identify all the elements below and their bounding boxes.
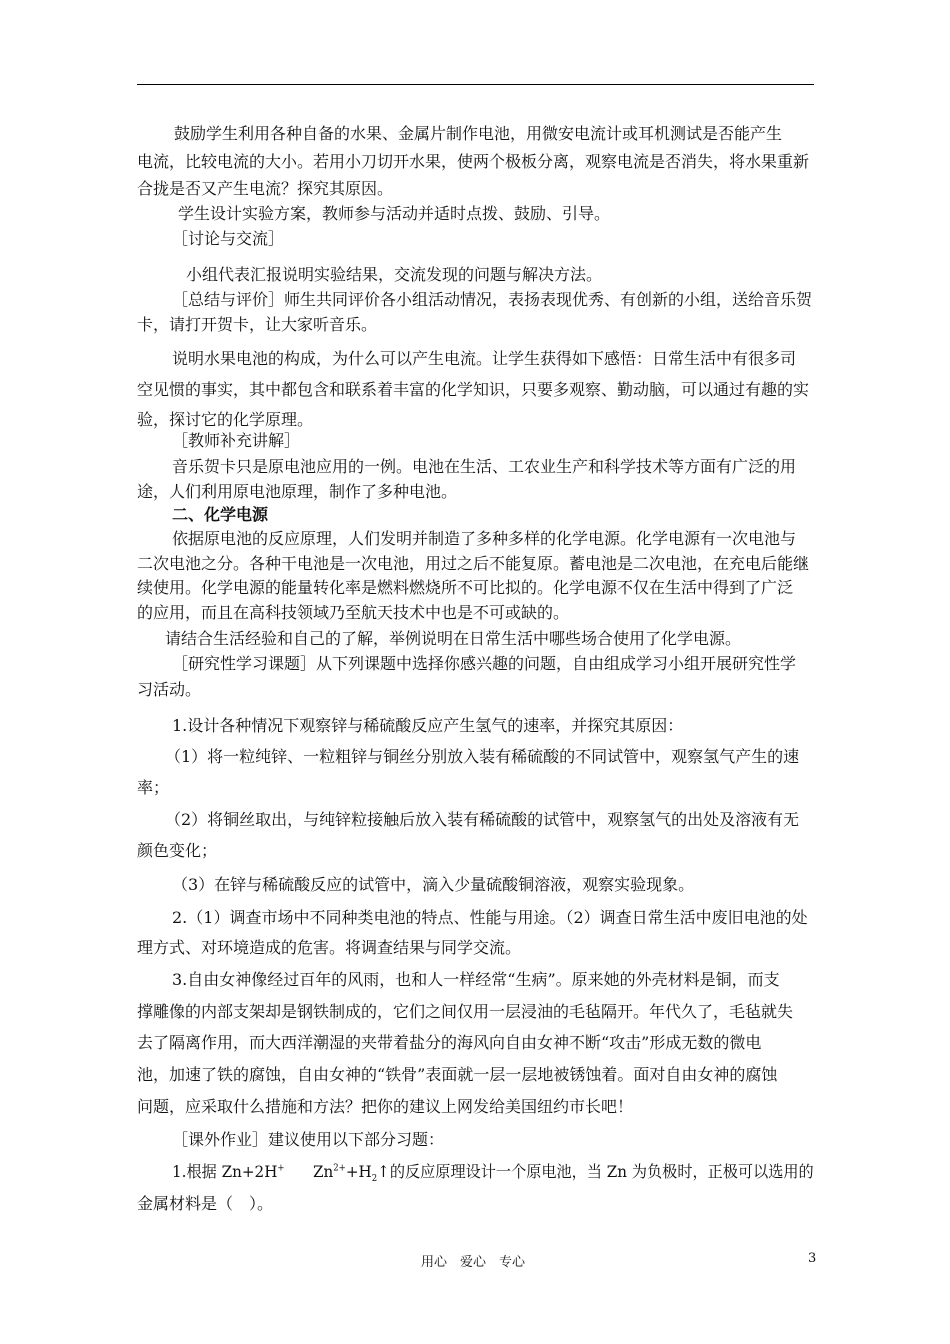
text-line: 的应用，而且在高科技领域乃至航天技术中也是不可或缺的。 (137, 603, 570, 622)
text-line: 音乐贺卡只是原电池应用的一例。电池在生活、工农业生产和科学技术等方面有广泛的用 (172, 457, 797, 476)
footer-motto: 用心 爱心 专心 (421, 1255, 526, 1270)
text-line: ［总结与评价］师生共同评价各小组活动情况，表扬表现优秀、有创新的小组，送给音乐贺 (172, 290, 813, 309)
text-line: 2.（1）调查市场中不同种类电池的特点、性能与用途。（2）调查日常生活中废旧电池的处 (172, 908, 808, 927)
text-line: ［课外作业］建议使用以下部分习题： (172, 1130, 445, 1149)
page-number: 3 (808, 1251, 817, 1266)
text-line: （3）在锌与稀硫酸反应的试管中，滴入少量硫酸铜溶液，观察实验现象。 (172, 875, 695, 894)
text-line: 学生设计实验方案，教师参与活动并适时点拨、鼓励、引导。 (178, 204, 611, 223)
header-rule (137, 84, 814, 85)
text-line: 依据原电池的反应原理，人们发明并制造了多种多样的化学电源。化学电源有一次电池与 (172, 529, 797, 548)
text-line: 小组代表汇报说明实验结果，交流发现的问题与解决方法。 (186, 265, 603, 284)
text-line: 合拢是否又产生电流？探究其原因。 (137, 179, 394, 198)
text-line: 习活动。 (137, 680, 202, 699)
text-line: 电流，比较电流的大小。若用小刀切开水果，使两个极板分离，观察电流是否消失，将水果重新 (137, 152, 810, 171)
text-line: 鼓励学生利用各种自备的水果、金属片制作电池，用微安电流计或耳机测试是否能产生 (174, 124, 783, 143)
text-line: 金属材料是（ ）。 (137, 1194, 274, 1213)
text-line: 卡，请打开贺卡，让大家听音乐。 (137, 315, 378, 334)
text-line: 说明水果电池的构成，为什么可以产生电流。让学生获得如下感悟：日常生活中有很多司 (172, 349, 797, 368)
section-label: ［讨论与交流］ (172, 229, 285, 248)
text-line: 撑雕像的内部支架却是钢铁制成的，它们之间仅用一层浸油的毛毡隔开。年代久了，毛毡就失 (137, 1002, 794, 1021)
exercise-question: 1.根据 Zn+2H+ $Zn^{2+}+H_2↑$的反应原理设计一个原电池，当 Zn 为负极时，正极可以选用的 (172, 1162, 814, 1185)
text-line: 请结合生活经验和自己的了解，举例说明在日常生活中哪些场合使用了化学电源。 (165, 629, 742, 648)
text-line: 二次电池之分。各种干电池是一次电池，用过之后不能复原。蓄电池是二次电池，在充电后能继 (137, 554, 810, 573)
text-line: 问题，应采取什么措施和方法？把你的建议上网发给美国纽约市长吧！ (137, 1097, 634, 1116)
text-line: 去了隔离作用，而大西洋潮湿的夹带着盐分的海风向自由女神不断“攻击”形成无数的微电 (137, 1033, 762, 1052)
text-line: 续使用。化学电源的能量转化率是燃料燃烧所不可比拟的。化学电源不仅在生活中得到了广泛 (137, 578, 794, 597)
text-line: 率； (137, 778, 170, 797)
text-line: 颜色变化； (137, 841, 218, 860)
text-line: 1.设计各种情况下观察锌与稀硫酸反应产生氢气的速率，并探究其原因： (172, 716, 684, 735)
section-heading: 二、化学电源 (172, 505, 269, 524)
text-line: （2）将铜丝取出，与纯锌粒接触后放入装有稀硫酸的试管中，观察氢气的出处及溶液有无 (165, 810, 800, 829)
text-line: ［研究性学习课题］从下列课题中选择你感兴趣的问题，自由组成学习小组开展研究性学 (172, 654, 797, 673)
text-line: （1）将一粒纯锌、一粒粗锌与铜丝分别放入装有稀硫酸的不同试管中，观察氢气产生的速 (165, 747, 800, 766)
text-line: 空见惯的事实，其中都包含和联系着丰富的化学知识，只要多观察、勤动脑，可以通过有趣的实 (137, 380, 810, 399)
text-line: 途，人们利用原电池原理，制作了多种电池。 (137, 482, 458, 501)
text-line: 池，加速了铁的腐蚀，自由女神的“铁骨”表面就一层一层地被锈蚀着。面对自由女神的腐蚀 (137, 1065, 778, 1084)
text-line: 3.自由女神像经过百年的风雨，也和人一样经常“生病”。原来她的外壳材料是铜，而支 (172, 970, 780, 989)
section-label: ［教师补充讲解］ (172, 431, 301, 450)
text-line: 理方式、对环境造成的危害。将调查结果与同学交流。 (137, 938, 522, 957)
text-line: 验，探讨它的化学原理。 (137, 410, 314, 429)
